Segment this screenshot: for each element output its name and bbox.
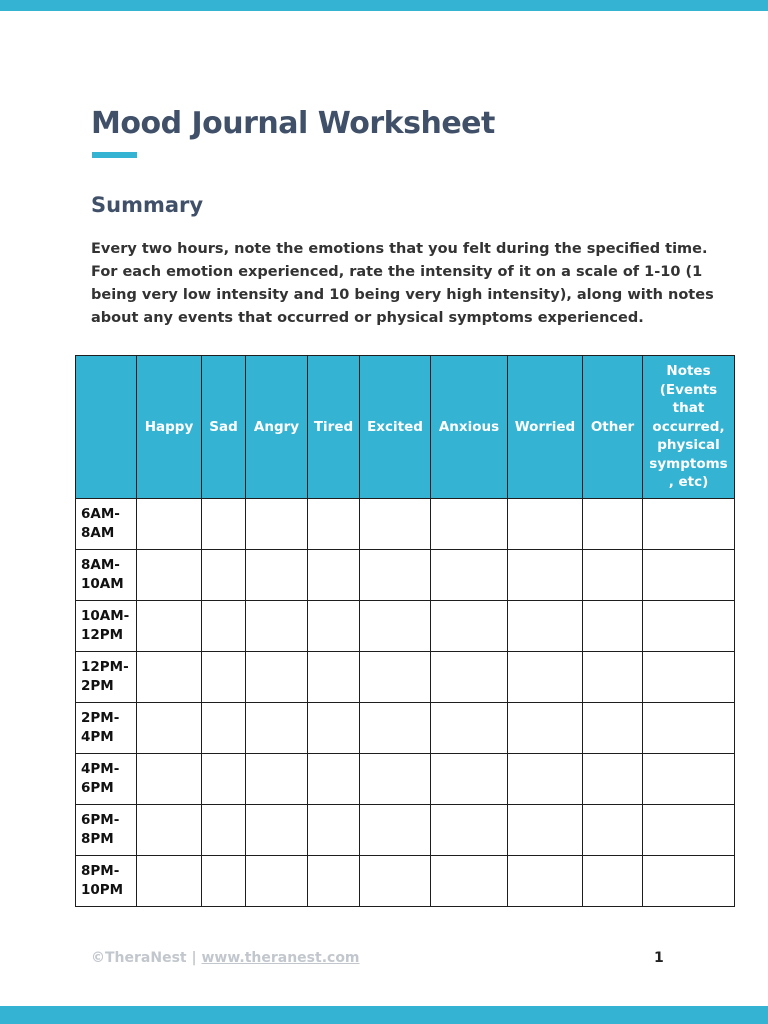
tired-cell[interactable] (308, 601, 360, 652)
page-title: Mood Journal Worksheet (91, 106, 495, 141)
other-cell[interactable] (583, 601, 643, 652)
angry-cell[interactable] (246, 856, 308, 907)
happy-cell[interactable] (137, 550, 202, 601)
angry-cell[interactable] (246, 499, 308, 550)
sad-cell[interactable] (202, 601, 246, 652)
tired-cell[interactable] (308, 550, 360, 601)
notes-cell[interactable] (643, 652, 735, 703)
worried-cell[interactable] (508, 652, 583, 703)
title-underline (92, 152, 137, 158)
worried-cell[interactable] (508, 550, 583, 601)
sad-cell[interactable] (202, 703, 246, 754)
table-row (76, 652, 735, 703)
summary-heading: Summary (91, 193, 204, 217)
column-header-time (76, 356, 137, 499)
anxious-cell[interactable] (431, 856, 508, 907)
column-header-happy: Happy (137, 356, 202, 499)
anxious-cell[interactable] (431, 499, 508, 550)
table-row (76, 601, 735, 652)
notes-cell[interactable] (643, 499, 735, 550)
time-slot-label: 8PM-10PM (76, 856, 137, 907)
excited-cell[interactable] (360, 754, 431, 805)
sad-cell[interactable] (202, 805, 246, 856)
table-row (76, 754, 735, 805)
column-header-worried: Worried (508, 356, 583, 499)
tired-cell[interactable] (308, 805, 360, 856)
anxious-cell[interactable] (431, 601, 508, 652)
worried-cell[interactable] (508, 805, 583, 856)
anxious-cell[interactable] (431, 754, 508, 805)
tired-cell[interactable] (308, 754, 360, 805)
tired-cell[interactable] (308, 499, 360, 550)
table-row (76, 805, 735, 856)
angry-cell[interactable] (246, 703, 308, 754)
column-header-angry: Angry (246, 356, 308, 499)
top-accent-bar (0, 0, 768, 11)
column-header-other: Other (583, 356, 643, 499)
other-cell[interactable] (583, 652, 643, 703)
table-row (76, 499, 735, 550)
notes-cell[interactable] (643, 754, 735, 805)
time-slot-label: 6PM-8PM (76, 805, 137, 856)
angry-cell[interactable] (246, 601, 308, 652)
other-cell[interactable] (583, 703, 643, 754)
time-slot-label: 6AM-8AM (76, 499, 137, 550)
excited-cell[interactable] (360, 499, 431, 550)
excited-cell[interactable] (360, 703, 431, 754)
anxious-cell[interactable] (431, 703, 508, 754)
worried-cell[interactable] (508, 499, 583, 550)
bottom-accent-bar (0, 1006, 768, 1024)
table-row (76, 856, 735, 907)
anxious-cell[interactable] (431, 805, 508, 856)
angry-cell[interactable] (246, 805, 308, 856)
anxious-cell[interactable] (431, 550, 508, 601)
happy-cell[interactable] (137, 703, 202, 754)
summary-text: Every two hours, note the emotions that you felt during the specified time. For each emotion experienced, rate the intensity of it on a scale of 1-10 (1 being very low intensity and 10 being very high intensity), along with notes about any events that occurred or physical symptoms experienced. (91, 241, 714, 326)
time-slot-label: 10AM-12PM (76, 601, 137, 652)
excited-cell[interactable] (360, 652, 431, 703)
excited-cell[interactable] (360, 601, 431, 652)
column-header-tired: Tired (308, 356, 360, 499)
worried-cell[interactable] (508, 754, 583, 805)
sad-cell[interactable] (202, 550, 246, 601)
happy-cell[interactable] (137, 805, 202, 856)
column-header-notes: Notes (Events that occurred, physical symptoms , etc) (643, 356, 735, 499)
worried-cell[interactable] (508, 601, 583, 652)
footer-separator: | (186, 950, 202, 966)
table-header-row (76, 356, 735, 499)
table-row (76, 550, 735, 601)
time-slot-label: 8AM-10AM (76, 550, 137, 601)
other-cell[interactable] (583, 856, 643, 907)
happy-cell[interactable] (137, 856, 202, 907)
excited-cell[interactable] (360, 856, 431, 907)
angry-cell[interactable] (246, 754, 308, 805)
excited-cell[interactable] (360, 550, 431, 601)
other-cell[interactable] (583, 550, 643, 601)
time-slot-label: 2PM-4PM (76, 703, 137, 754)
anxious-cell[interactable] (431, 652, 508, 703)
tired-cell[interactable] (308, 652, 360, 703)
notes-cell[interactable] (643, 856, 735, 907)
time-slot-label: 4PM-6PM (76, 754, 137, 805)
worried-cell[interactable] (508, 856, 583, 907)
other-cell[interactable] (583, 754, 643, 805)
notes-cell[interactable] (643, 601, 735, 652)
column-header-sad: Sad (202, 356, 246, 499)
notes-cell[interactable] (643, 550, 735, 601)
other-cell[interactable] (583, 805, 643, 856)
page-number: 1 (654, 950, 664, 966)
other-cell[interactable] (583, 499, 643, 550)
footer-website-link[interactable]: www.theranest.com (201, 950, 360, 966)
column-header-anxious: Anxious (431, 356, 508, 499)
happy-cell[interactable] (137, 754, 202, 805)
angry-cell[interactable] (246, 652, 308, 703)
sad-cell[interactable] (202, 754, 246, 805)
sad-cell[interactable] (202, 652, 246, 703)
sad-cell[interactable] (202, 856, 246, 907)
column-header-excited: Excited (360, 356, 431, 499)
notes-cell[interactable] (643, 703, 735, 754)
footer-credit (91, 950, 360, 966)
mood-journal-table (75, 355, 735, 907)
tired-cell[interactable] (308, 856, 360, 907)
time-slot-label: 12PM-2PM (76, 652, 137, 703)
happy-cell[interactable] (137, 601, 202, 652)
happy-cell[interactable] (137, 499, 202, 550)
sad-cell[interactable] (202, 499, 246, 550)
worried-cell[interactable] (508, 703, 583, 754)
table-row (76, 703, 735, 754)
tired-cell[interactable] (308, 703, 360, 754)
notes-cell[interactable] (643, 805, 735, 856)
angry-cell[interactable] (246, 550, 308, 601)
happy-cell[interactable] (137, 652, 202, 703)
footer-copyright: ©TheraNest (91, 950, 187, 966)
excited-cell[interactable] (360, 805, 431, 856)
